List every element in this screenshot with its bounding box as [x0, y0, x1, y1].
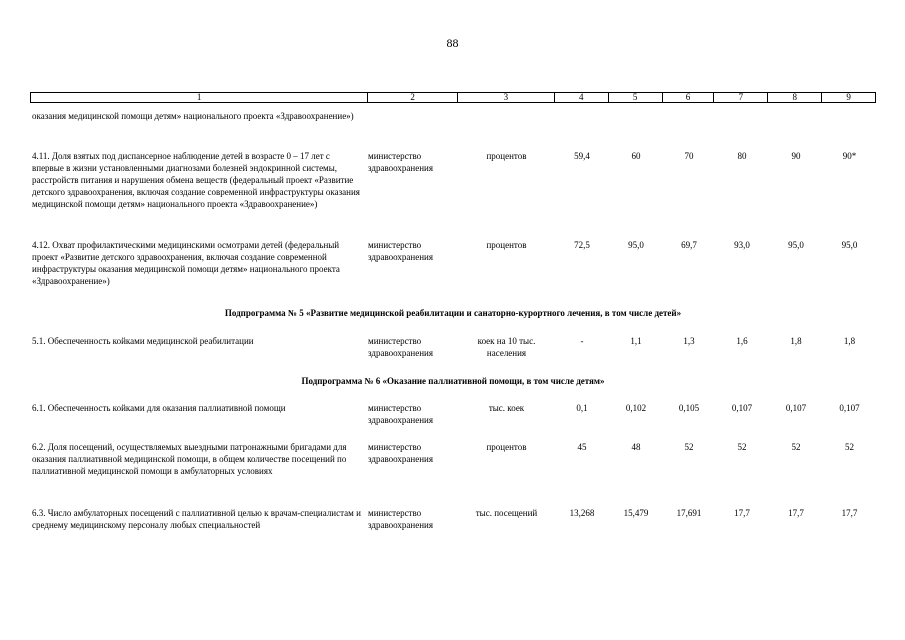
value-col-4: 13,268 — [569, 508, 595, 518]
value-col-7: 80 — [737, 151, 747, 161]
value-col-9: 90* — [842, 151, 857, 161]
value-col-9: 17,7 — [841, 508, 858, 518]
column-header-3: 3 — [458, 93, 555, 102]
value-col-5: 1,1 — [630, 336, 642, 346]
unit-of-measure: тыс. посещений — [475, 508, 538, 518]
value-col-4: 45 — [577, 442, 587, 452]
value-col-5: 95,0 — [628, 240, 644, 250]
value-col-6: 52 — [684, 442, 694, 452]
value-col-4: 72,5 — [574, 240, 590, 250]
indicator-name: 6.3. Число амбулаторных посещений с паллиативной целью к врачам-специалистам и среднему медицинскому персоналу любых специальностей — [32, 508, 361, 530]
indicator-name: 6.2. Доля посещений, осуществляемых выездными патронажными бригадами для оказания паллиативной медицинской помощи, в общем количестве посещений по паллиативной медицинской помощи в амбулаторных условиях — [32, 442, 347, 476]
value-col-7: 93,0 — [734, 240, 750, 250]
indicator-name: 6.1. Обеспеченность койками для оказания паллиативной помощи — [32, 403, 286, 413]
value-col-6: 70 — [684, 151, 694, 161]
value-col-5: 0,102 — [625, 403, 647, 413]
value-col-9: 0,107 — [839, 403, 860, 413]
unit-of-measure: процентов — [486, 240, 527, 250]
value-col-8: 17,7 — [788, 508, 804, 518]
value-col-4: 59,4 — [574, 151, 590, 161]
value-col-7: 1,6 — [736, 336, 748, 346]
indicator-name: 4.12. Охват профилактическими медицинскими осмотрами детей (федеральный проект «Развитие детского здравоохранения, включая создание современной инфраструктуры оказания медицинской помощи детям» национального проекта «Здравоохранение») — [32, 240, 340, 286]
column-header-1: 1 — [31, 93, 368, 102]
responsible-ministry: министерство здравоохранения — [368, 151, 434, 173]
value-col-9: 95,0 — [841, 240, 858, 250]
table-header-row — [30, 92, 876, 103]
responsible-ministry: министерство здравоохранения — [368, 508, 434, 530]
page-number: 88 — [446, 36, 459, 50]
unit-of-measure: тыс. коек — [488, 403, 525, 413]
value-col-8: 95,0 — [788, 240, 804, 250]
responsible-ministry: министерство здравоохранения — [368, 336, 434, 358]
value-col-7: 0,107 — [731, 403, 753, 413]
subprogram-heading: Подпрограмма № 6 «Оказание паллиативной помощи, в том числе детям» — [301, 376, 605, 386]
value-col-9: 52 — [845, 442, 854, 452]
subprogram-heading: Подпрограмма № 5 «Развитие медицинской реабилитации и санаторно-курортного лечения, в том числе детей» — [224, 308, 682, 318]
value-col-5: 48 — [631, 442, 641, 452]
value-col-8: 1,8 — [790, 336, 802, 346]
value-col-4: - — [580, 336, 584, 346]
column-header-8: 8 — [768, 93, 822, 102]
continuation-text: оказания медицинской помощи детям» национального проекта «Здравоохранение») — [32, 111, 354, 121]
value-col-5: 60 — [631, 151, 641, 161]
responsible-ministry: министерство здравоохранения — [368, 240, 434, 262]
unit-of-measure: процентов — [486, 442, 527, 452]
value-col-6: 17,691 — [676, 508, 702, 518]
value-col-6: 0,105 — [678, 403, 700, 413]
column-header-4: 4 — [555, 93, 609, 102]
value-col-7: 52 — [737, 442, 747, 452]
value-col-6: 69,7 — [681, 240, 697, 250]
indicator-name: 4.11. Доля взятых под диспансерное наблюдение детей в возрасте 0 – 17 лет с впервые в жизни установленными диагнозами болезней эндокринной системы, расстройств питания и нарушения обмена веществ (федеральный проект «Развитие детского здравоохранения, включая создание современной инфраструктуры оказания медицинской помощи детям» национального проекта «Здравоохранение») — [32, 151, 360, 209]
value-col-7: 17,7 — [734, 508, 750, 518]
unit-of-measure: коек на 10 тыс. населения — [477, 336, 536, 358]
column-header-2: 2 — [368, 93, 458, 102]
responsible-ministry: министерство здравоохранения — [368, 442, 434, 464]
value-col-8: 52 — [791, 442, 801, 452]
column-header-5: 5 — [609, 93, 663, 102]
value-col-9: 1,8 — [843, 336, 856, 346]
value-col-8: 0,107 — [785, 403, 807, 413]
indicator-name: 5.1. Обеспеченность койками медицинской реабилитации — [32, 336, 254, 346]
column-header-9: 9 — [846, 92, 851, 102]
value-col-8: 90 — [791, 151, 801, 161]
column-header-7: 7 — [714, 93, 768, 102]
value-col-5: 15,479 — [623, 508, 649, 518]
value-col-4: 0,1 — [576, 403, 588, 413]
unit-of-measure: процентов — [486, 151, 527, 161]
responsible-ministry: министерство здравоохранения — [368, 403, 434, 425]
value-col-6: 1,3 — [683, 336, 695, 346]
column-header-6: 6 — [663, 93, 715, 102]
